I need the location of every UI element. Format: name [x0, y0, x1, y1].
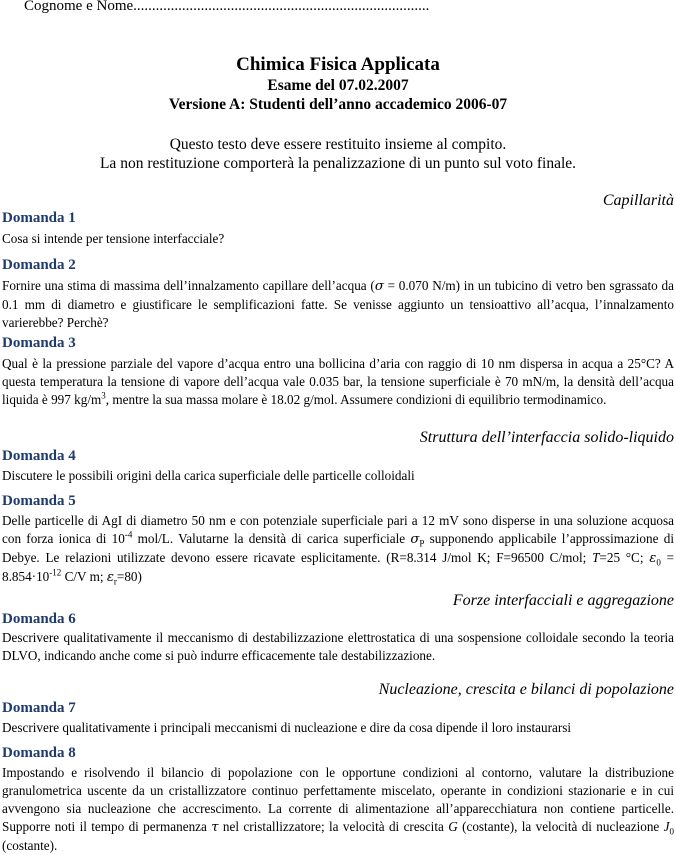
question-6-title: Domanda 6 — [2, 611, 76, 627]
question-4-text: Discutere le possibili origini della carica superficiale delle particelle colloidali — [2, 468, 415, 483]
student-name-field: Cognome e Nome............................................................................... — [24, 0, 430, 14]
notice-line-1: Questo testo deve essere restituito insieme al compito. — [169, 136, 507, 153]
section-title-interfacial-forces: Forze interfacciali e aggregazione — [452, 592, 674, 609]
exam-version: Versione A: Studenti dell’anno accademico 2006-07 — [168, 96, 508, 113]
notice-line-2: La non restituzione comporterà la penalizzazione di un punto sul voto finale. — [99, 155, 577, 172]
question-7-text: Descrivere qualitativamente i principali meccanismi di nucleazione e dire da cosa dipende il loro instaurarsi — [2, 720, 572, 735]
course-title: Chimica Fisica Applicata — [236, 54, 440, 75]
question-8-title: Domanda 8 — [2, 745, 76, 761]
question-5-title: Domanda 5 — [2, 493, 76, 509]
question-1-text: Cosa si intende per tensione interfacciale? — [2, 231, 225, 246]
question-6-text: Descrivere qualitativamente il meccanismo di destabilizzazione elettrostatica di una sospensione colloidale secondo la teoria DLVO, indicando anche come si può indurre efficacemente tale destabilizzazione. — [2, 630, 674, 663]
question-1-title: Domanda 1 — [2, 210, 76, 226]
question-5-text: Delle particelle di AgI di diametro 50 nm e con potenziale superficiale pari a 12 mV sono disperse in una soluzione acquosa con forza ionica di $10^{-4}$ mol/L. Valutarne la densità di carica superficiale $\sigma_P$ supponendo applicabile l’approssimazione di Debye. Le relazioni utilizzate devono essere ricavate esplicitamente. (R=8.314 J/mol K; F=96500 C/mol; T=25 °C; $\varepsilon_0 = 8.854\cdot 10^{-12}$ C/V m; $\varepsilon_r=80$) — [2, 513, 675, 587]
exam-date: Esame del 07.02.2007 — [267, 77, 409, 94]
question-3-text: Qual è la pressione parziale del vapore d’acqua entro una bollicina d’aria con raggio di 10 nm dispersa in acqua a 25°C? A questa temperatura la tensione di vapore dell’acqua vale 0.035 bar, la tensione superficiale è 70 mN/m, la densità dell’acqua liquida è 997 $kg/m^3$, mentre la sua massa molare è 18.02 g/mol. Assumere condizioni di equilibrio termodinamico. — [2, 356, 674, 407]
question-7-title: Domanda 7 — [2, 700, 76, 716]
section-title-solid-liquid-interface: Struttura dell’interfaccia solido-liquido — [419, 429, 674, 446]
question-4-title: Domanda 4 — [2, 448, 76, 464]
question-2-text: Fornire una stima di massima dell’innalzamento capillare dell’acqua (σ = 0.070 N/m) in un tubicino di vetro ben sgrassato da 0.1 mm di diametro e giustificare le semplificazioni fatte. Se venisse aggiunto un tensioattivo all’acqua, l’innalzamento varierebbe? Perchè? — [2, 278, 674, 330]
question-8-text: Impostando e risolvendo il bilancio di popolazione con le opportune condizioni al contorno, valutare la distribuzione granulometrica uscente da un cristallizzatore continuo perfettamente miscelato, operante in condizioni stazionarie e in cui avvengono sia nucleazione che accrescimento. La corrente di alimentazione all’apparecchiatura non contiene particelle. Supporre noti il tempo di permanenza τ nel cristallizzatore; la velocità di crescita G (costante), la velocità di nucleazione $J_0$ (costante). — [2, 765, 674, 853]
section-title-nucleation: Nucleazione, crescita e bilanci di popolazione — [378, 681, 674, 698]
question-3-title: Domanda 3 — [2, 335, 76, 351]
question-2-title: Domanda 2 — [2, 257, 76, 273]
section-title-capillarity: Capillarità — [602, 192, 674, 209]
